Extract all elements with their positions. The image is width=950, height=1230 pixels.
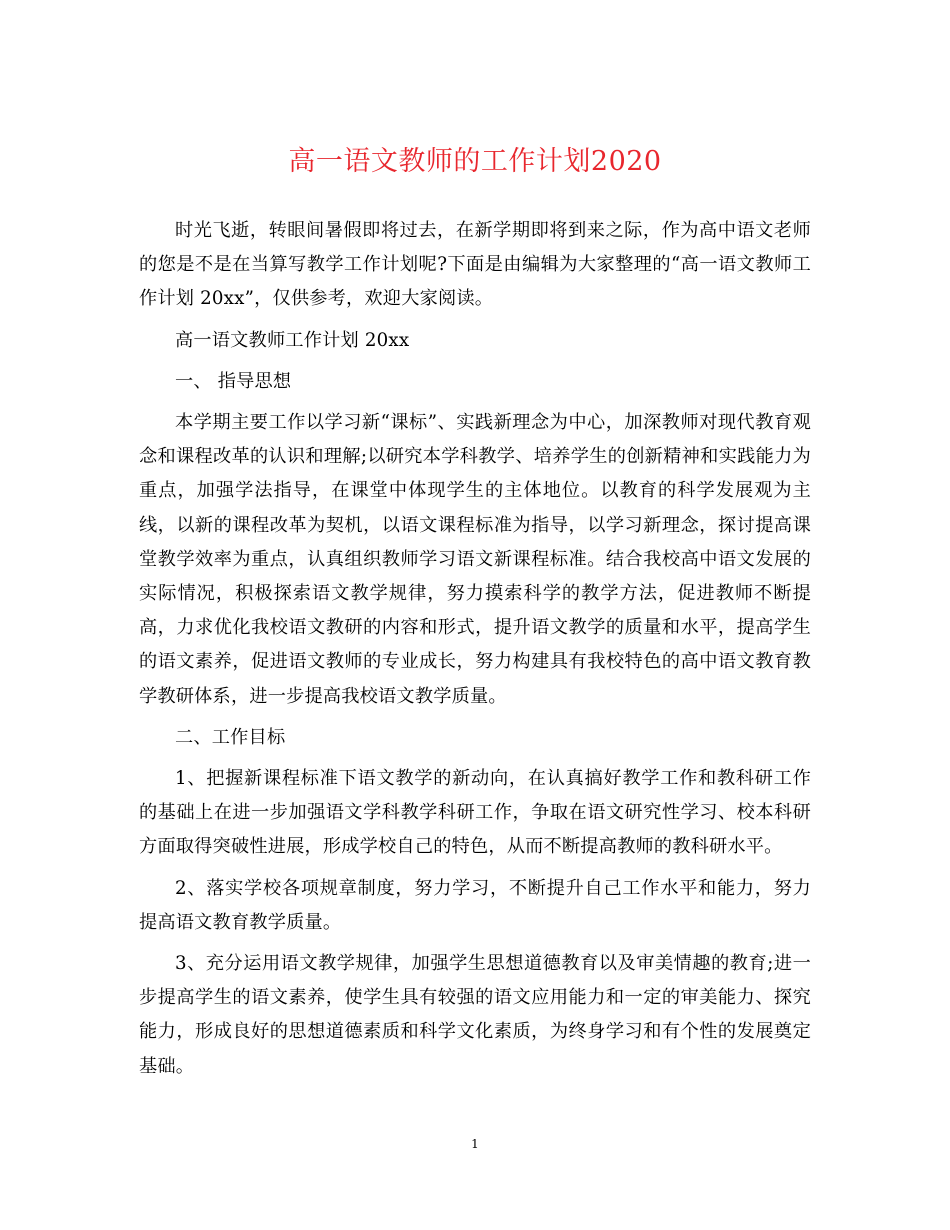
intro-paragraph: 时光飞逝，转眼间暑假即将过去，在新学期即将到来之际，作为高中语文老师的您是不是在当算写教学工作计划呢?下面是由编辑为大家整理的“高一语文教师工作计划 20xx”，仅供参考，欢迎大家阅读。 bbox=[139, 220, 811, 310]
section-heading-work-goals: 二、工作目标 bbox=[175, 726, 286, 748]
guiding-ideas-paragraph: 本学期主要工作以学习新“课标”、实践新理念为中心，加深教师对现代教育观念和课程改革的认识和理解;以研究本学科教学、培养学生的创新精神和实践能力为重点，加强学法指导，在课堂中体现学生的主体地位。以教育的科学发展观为主线，以新的课程改革为契机，以语文课程标准为指导，以学习新理念，探讨提高课堂教学效率为重点，认真组织教师学习语文新课程标准。结合我校高中语文发展的实际情况，积极探索语文教学规律，努力摸索科学的教学方法，促进教师不断提高，力求优化我校语文教研的内容和形式，提升语文教学的质量和水平，提高学生的语文素养，促进语文教师的专业成长，努力构建具有我校特色的高中语文教育教学教研体系，进一步提高我校语文教学质量。 bbox=[139, 412, 811, 707]
document-title: 高一语文教师的工作计划2020 bbox=[288, 146, 662, 177]
section-heading-guiding-ideas: 一、 指导思想 bbox=[175, 370, 292, 392]
document-body bbox=[139, 214, 811, 1091]
work-goal-item-3: 3、充分运用语文教学规律，加强学生思想道德教育以及审美情趣的教育;进一步提高学生的语文素养，使学生具有较强的语文应用能力和一定的审美能力、探究能力，形成良好的思想道德素质和科学文化素质，为终身学习和有个性的发展奠定基础。 bbox=[139, 953, 811, 1077]
work-goal-item-1: 1、把握新课程标准下语文教学的新动向，在认真搞好教学工作和教科研工作的基础上在进一步加强语文学科教学科研工作，争取在语文研究性学习、校本科研方面取得突破性进展，形成学校自己的特色，从而不断提高教师的教科研水平。 bbox=[139, 768, 811, 858]
page-number: 1 bbox=[471, 1137, 479, 1151]
plan-subtitle: 高一语文教师工作计划 20xx bbox=[175, 329, 410, 351]
work-goal-item-2: 2、落实学校各项规章制度，努力学习，不断提升自己工作水平和能力，努力提高语文教育教学质量。 bbox=[139, 877, 811, 933]
